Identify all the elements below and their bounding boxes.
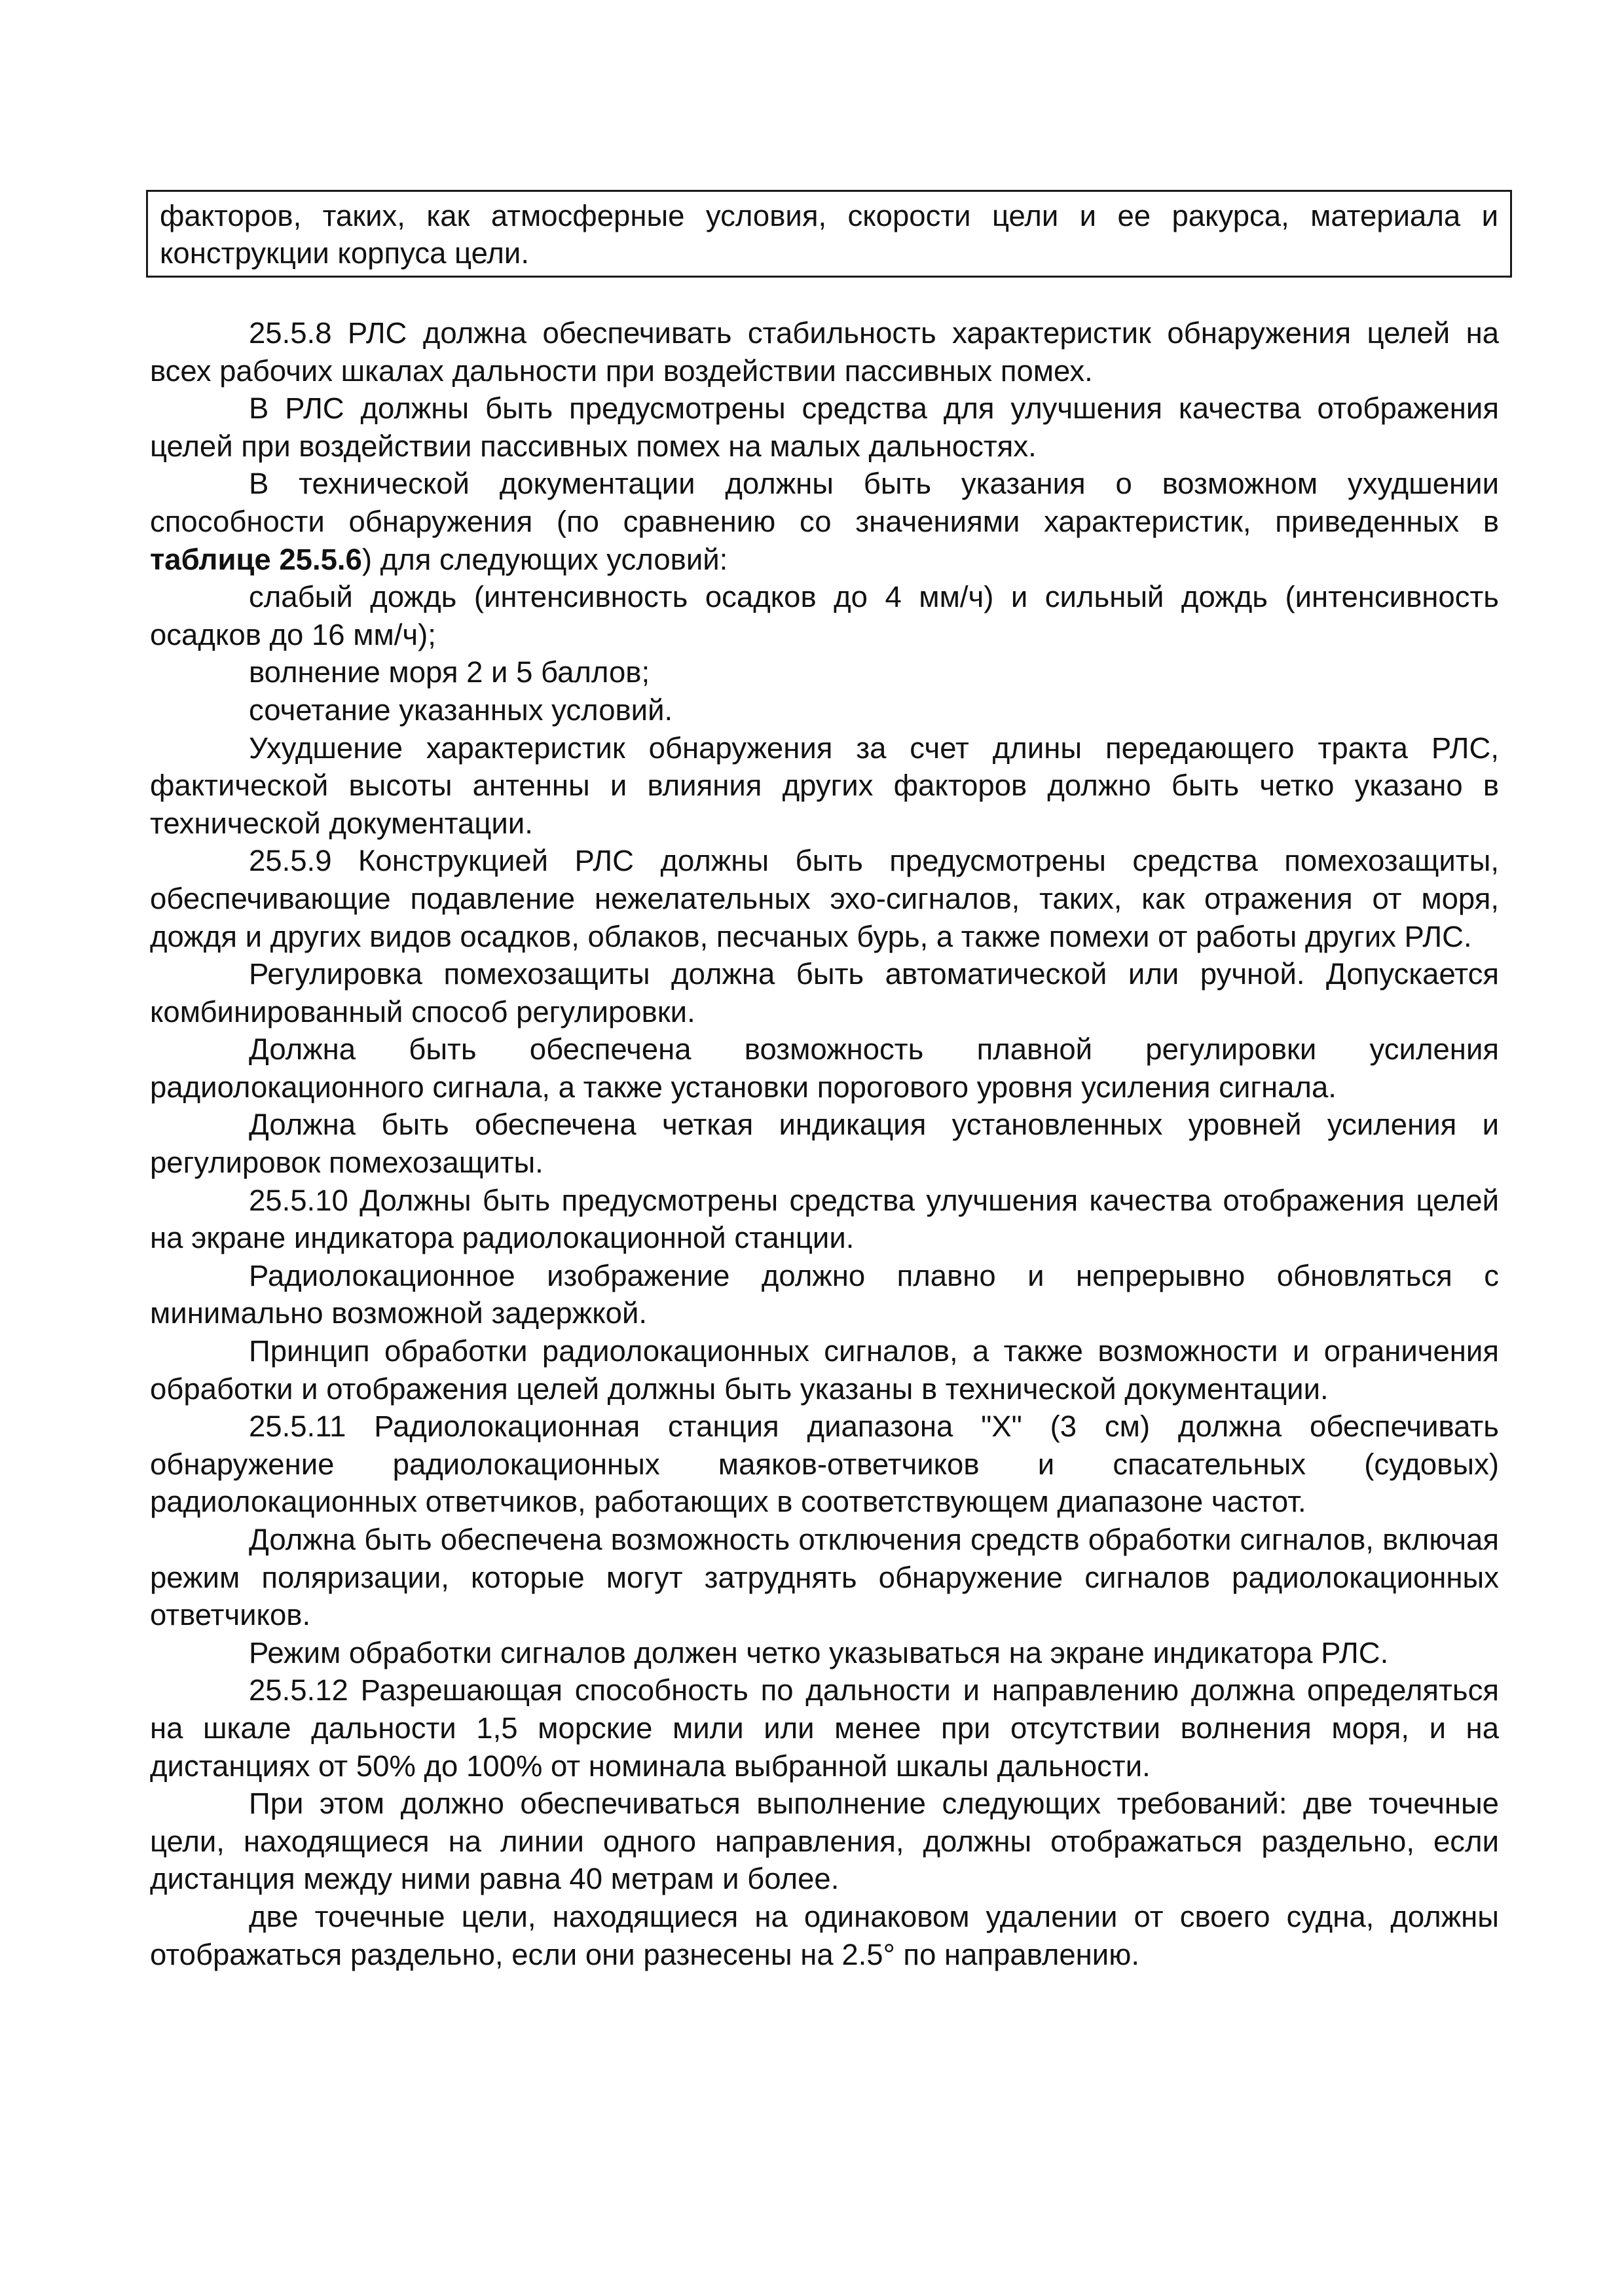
paragraph: Режим обработки сигналов должен четко указываться на экране индикатора РЛС. [249,1635,1389,1669]
paragraph-25-5-12: 25.5.12 Разрешающая способность по дальности и направлению должна определяться на шкале дальности 1,5 морские мили или менее при отсутствии волнения моря, и на дистанциях от 50% до 100% от номинала выбранной шкалы дальности. [150,1673,1499,1783]
paragraph: Должна быть обеспечена возможность отключения средств обработки сигналов, включая режим поляризации, которые могут затруднять обнаружение сигналов радиолокационных ответчиков. [150,1523,1499,1632]
table-reference: таблице 25.5.6 [150,542,362,576]
paragraph: Радиолокационное изображение должно плавно и непрерывно обновляться с минимально возможной задержкой. [150,1258,1499,1330]
paragraph-text: В технической документации должны быть указания о возможном ухудшении способности обнаружения (по сравнению со значениями характеристик, приведенных в [150,467,1499,538]
paragraph-25-5-8: 25.5.8 РЛС должна обеспечивать стабильность характеристик обнаружения целей на всех рабочих шкалах дальности при воздействии пассивных помех. [150,316,1499,388]
list-item-combination: сочетание указанных условий. [249,693,673,727]
paragraph: Должна быть обеспечена возможность плавной регулировки усиления радиолокационного сигнала, а также установки порогового уровня усиления сигнала. [150,1032,1499,1104]
paragraph: В РЛС должны быть предусмотрены средства для улучшения качества отображения целей при воздействии пассивных помех на малых дальностях. [150,392,1499,463]
paragraph: Регулировка помехозащиты должна быть автоматической или ручной. Допускается комбинированный способ регулировки. [150,957,1499,1029]
paragraph: Принцип обработки радиолокационных сигналов, а также возможности и ограничения обработки и отображения целей должны быть указаны в технической документации. [150,1334,1499,1406]
paragraph: Ухудшение характеристик обнаружения за счет длины передающего тракта РЛС, фактической высоты антенны и влияния других факторов должно быть четко указано в технической документации. [150,731,1499,840]
paragraph: Должна быть обеспечена четкая индикация установленных уровней усиления и регулировок помехозащиты. [150,1108,1499,1180]
paragraph-table-reference [150,465,1499,578]
paragraph-25-5-11: 25.5.11 Радиолокационная станция диапазона "Х" (3 см) должна обеспечивать обнаружение радиолокационных маяков-ответчиков и спасательных (судовых) радиолокационных ответчиков, работающих в соответствующем диапазоне частот. [150,1410,1499,1519]
document-page [150,190,1499,1973]
boxed-continuation-text: факторов, таких, как атмосферные условия, скорости цели и ее ракурса, материала и конструкции корпуса цели. [146,190,1512,278]
list-item-rain: слабый дождь (интенсивность осадков до 4 мм/ч) и сильный дождь (интенсивность осадков до 16 мм/ч); [150,580,1499,651]
paragraph: две точечные цели, находящиеся на одинаковом удалении от своего судна, должны отображаться раздельно, если они разнесены на 2.5° по направлению. [150,1899,1499,1971]
document-body [150,314,1499,1973]
paragraph: При этом должно обеспечиваться выполнение следующих требований: две точечные цели, находящиеся на линии одного направления, должны отображаться раздельно, если дистанция между ними равна 40 метрам и более. [150,1787,1499,1896]
paragraph-25-5-10: 25.5.10 Должны быть предусмотрены средства улучшения качества отображения целей на экране индикатора радиолокационной станции. [150,1183,1499,1255]
paragraph-text: ) для следующих условий: [361,542,728,576]
paragraph-25-5-9: 25.5.9 Конструкцией РЛС должны быть предусмотрены средства помехозащиты, обеспечивающие подавление нежелательных эхо-сигналов, таких, как отражения от моря, дождя и других видов осадков, облаков, песчаных бурь, а также помехи от работы других РЛС. [150,844,1499,953]
list-item-sea-state: волнение моря 2 и 5 баллов; [249,655,650,689]
